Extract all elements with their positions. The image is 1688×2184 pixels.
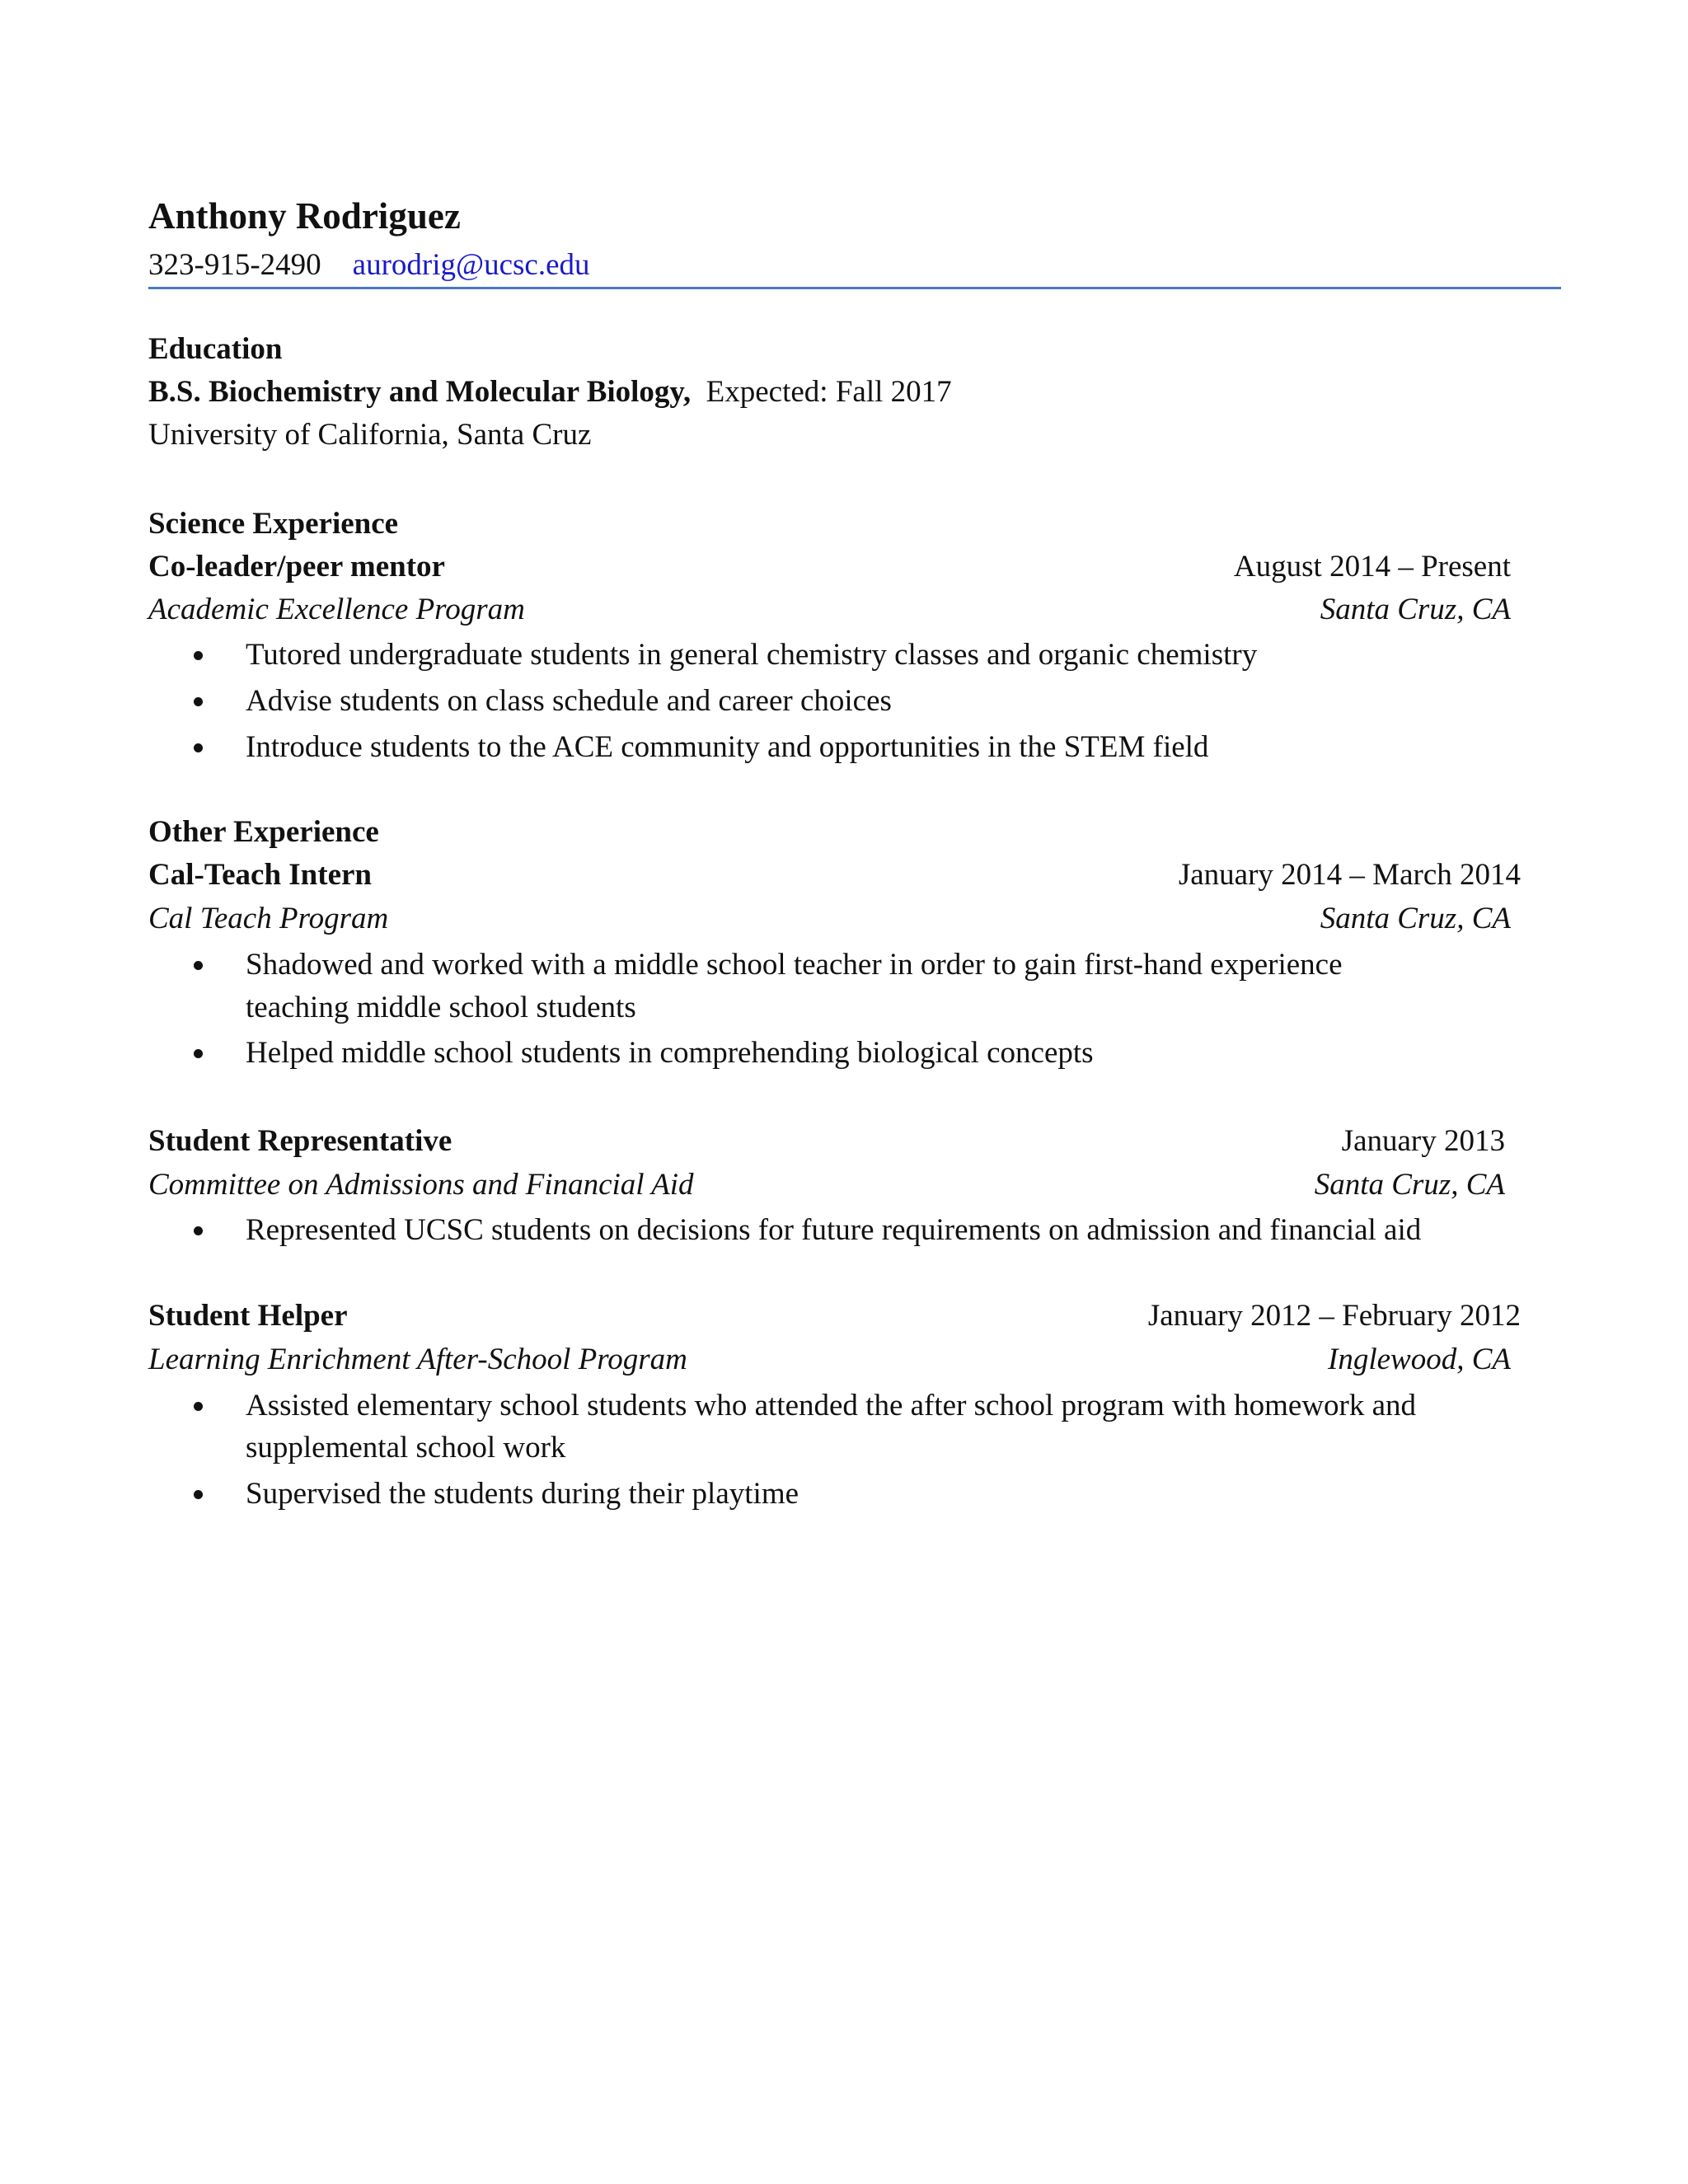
contact-line bbox=[148, 245, 590, 286]
list-item-continuation: supplemental school work bbox=[246, 1431, 566, 1465]
list-item: Shadowed and worked with a middle school teacher in order to gain first-hand experience bbox=[194, 943, 1512, 987]
list-item: Supervised the students during their playtime bbox=[194, 1472, 1512, 1516]
science-bullets bbox=[194, 633, 1512, 769]
job-location: Santa Cruz, CA bbox=[1314, 1168, 1505, 1202]
job-location: Santa Cruz, CA bbox=[1320, 902, 1511, 935]
bullet-icon bbox=[194, 961, 203, 970]
list-item: Assisted elementary school students who attended the after school program with homework and bbox=[194, 1384, 1512, 1427]
bullet-icon bbox=[194, 697, 203, 706]
list-item: Introduce students to the ACE community and opportunities in the STEM field bbox=[194, 725, 1512, 769]
list-item: Represented UCSC students on decisions for future requirements on admission and financial aid bbox=[194, 1208, 1512, 1252]
job-bullets bbox=[194, 1208, 1512, 1252]
header-divider bbox=[148, 287, 1561, 289]
degree-line bbox=[148, 372, 952, 413]
degree-title: B.S. Biochemistry and Molecular Biology, bbox=[148, 375, 692, 409]
bullet-icon bbox=[194, 743, 203, 752]
job-bullets bbox=[194, 1384, 1512, 1427]
job-role: Cal-Teach Intern bbox=[148, 858, 372, 892]
job-bullets bbox=[194, 1031, 1512, 1075]
resume-name: Anthony Rodriguez bbox=[148, 195, 461, 237]
job-dates: January 2014 – March 2014 bbox=[1178, 858, 1521, 892]
job-dates: January 2012 – February 2012 bbox=[1147, 1299, 1521, 1333]
list-item: Helped middle school students in comprehending biological concepts bbox=[194, 1031, 1512, 1075]
job-dates: January 2013 bbox=[1341, 1124, 1505, 1158]
phone-number: 323-915-2490 bbox=[148, 248, 321, 282]
science-location: Santa Cruz, CA bbox=[1320, 593, 1511, 626]
bullet-icon bbox=[194, 1402, 203, 1411]
job-location: Inglewood, CA bbox=[1328, 1343, 1511, 1376]
email-link[interactable]: aurodrig@ucsc.edu bbox=[352, 248, 590, 282]
job-org: Learning Enrichment After-School Program bbox=[148, 1343, 687, 1376]
job-bullets bbox=[194, 1472, 1512, 1516]
other-heading: Other Experience bbox=[148, 815, 379, 849]
science-role: Co-leader/peer mentor bbox=[148, 550, 445, 583]
science-org: Academic Excellence Program bbox=[148, 593, 525, 626]
list-item-continuation: teaching middle school students bbox=[246, 991, 636, 1024]
bullet-icon bbox=[194, 1049, 203, 1058]
bullet-icon bbox=[194, 651, 203, 660]
list-item: Tutored undergraduate students in general chemistry classes and organic chemistry bbox=[194, 633, 1512, 677]
bullet-icon bbox=[194, 1490, 203, 1499]
science-dates: August 2014 – Present bbox=[1233, 550, 1511, 583]
job-org: Cal Teach Program bbox=[148, 902, 389, 935]
job-bullets bbox=[194, 943, 1512, 987]
education-heading: Education bbox=[148, 332, 283, 366]
degree-expected: Expected: Fall 2017 bbox=[706, 375, 952, 409]
job-role: Student Representative bbox=[148, 1124, 452, 1158]
school-name: University of California, Santa Cruz bbox=[148, 418, 592, 452]
bullet-icon bbox=[194, 1226, 203, 1235]
list-item: Advise students on class schedule and career choices bbox=[194, 679, 1512, 723]
job-role: Student Helper bbox=[148, 1299, 348, 1333]
job-org: Committee on Admissions and Financial Aid bbox=[148, 1168, 694, 1202]
science-heading: Science Experience bbox=[148, 507, 399, 541]
